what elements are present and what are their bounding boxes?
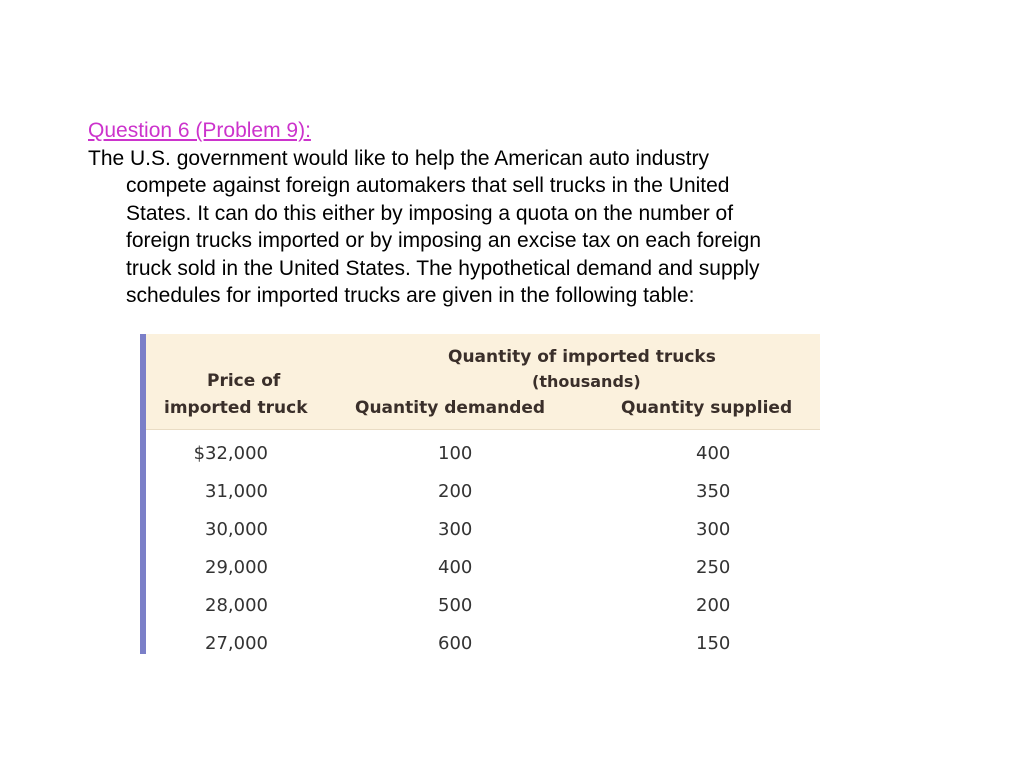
quantity-supplied-cell: 300 [696, 519, 731, 540]
question-line: compete against foreign automakers that sell trucks in the United [126, 174, 730, 198]
quantity-demanded-cell: 600 [438, 633, 473, 654]
quantity-demanded-header: Quantity demanded [355, 398, 546, 418]
quantity-demanded-cell: 100 [438, 443, 473, 464]
table-row [146, 544, 820, 582]
table-row [146, 582, 820, 620]
quantity-supplied-header: Quantity supplied [621, 398, 793, 418]
quantity-units-header: (thousands) [532, 372, 641, 391]
question-heading: Question 6 (Problem 9): [88, 119, 311, 142]
price-header-line2: imported truck [164, 398, 308, 418]
table-row [146, 468, 820, 506]
price-cell: 29,000 [205, 557, 268, 578]
question-line: schedules for imported trucks are given in the following table: [126, 284, 695, 308]
quantity-supplied-cell: 350 [696, 481, 731, 502]
table-row [146, 430, 820, 468]
quantity-demanded-cell: 500 [438, 595, 473, 616]
table-header [146, 334, 820, 430]
price-cell: 31,000 [205, 481, 268, 502]
quantity-group-header: Quantity of imported trucks [448, 347, 716, 367]
question-line: States. It can do this either by imposing a quota on the number of [126, 201, 734, 225]
price-cell: 30,000 [205, 519, 268, 540]
price-cell: $32,000 [193, 443, 268, 464]
question-line: truck sold in the United States. The hypothetical demand and supply [126, 256, 760, 280]
quantity-supplied-cell: 150 [696, 633, 731, 654]
quantity-supplied-cell: 250 [696, 557, 731, 578]
price-header: Price of [207, 371, 281, 391]
quantity-demanded-cell: 300 [438, 519, 473, 540]
quantity-demanded-cell: 400 [438, 557, 473, 578]
quantity-supplied-cell: 400 [696, 443, 731, 464]
supply-demand-table [140, 334, 820, 658]
price-cell: 28,000 [205, 595, 268, 616]
question-line: The U.S. government would like to help the American auto industry [88, 147, 709, 170]
table-row [146, 506, 820, 544]
question-line: foreign trucks imported or by imposing an excise tax on each foreign [126, 229, 761, 253]
quantity-supplied-cell: 200 [696, 595, 731, 616]
table-body [146, 430, 820, 656]
price-cell: 27,000 [205, 633, 268, 654]
table-row [146, 620, 820, 658]
quantity-demanded-cell: 200 [438, 481, 473, 502]
question-text [88, 145, 918, 309]
